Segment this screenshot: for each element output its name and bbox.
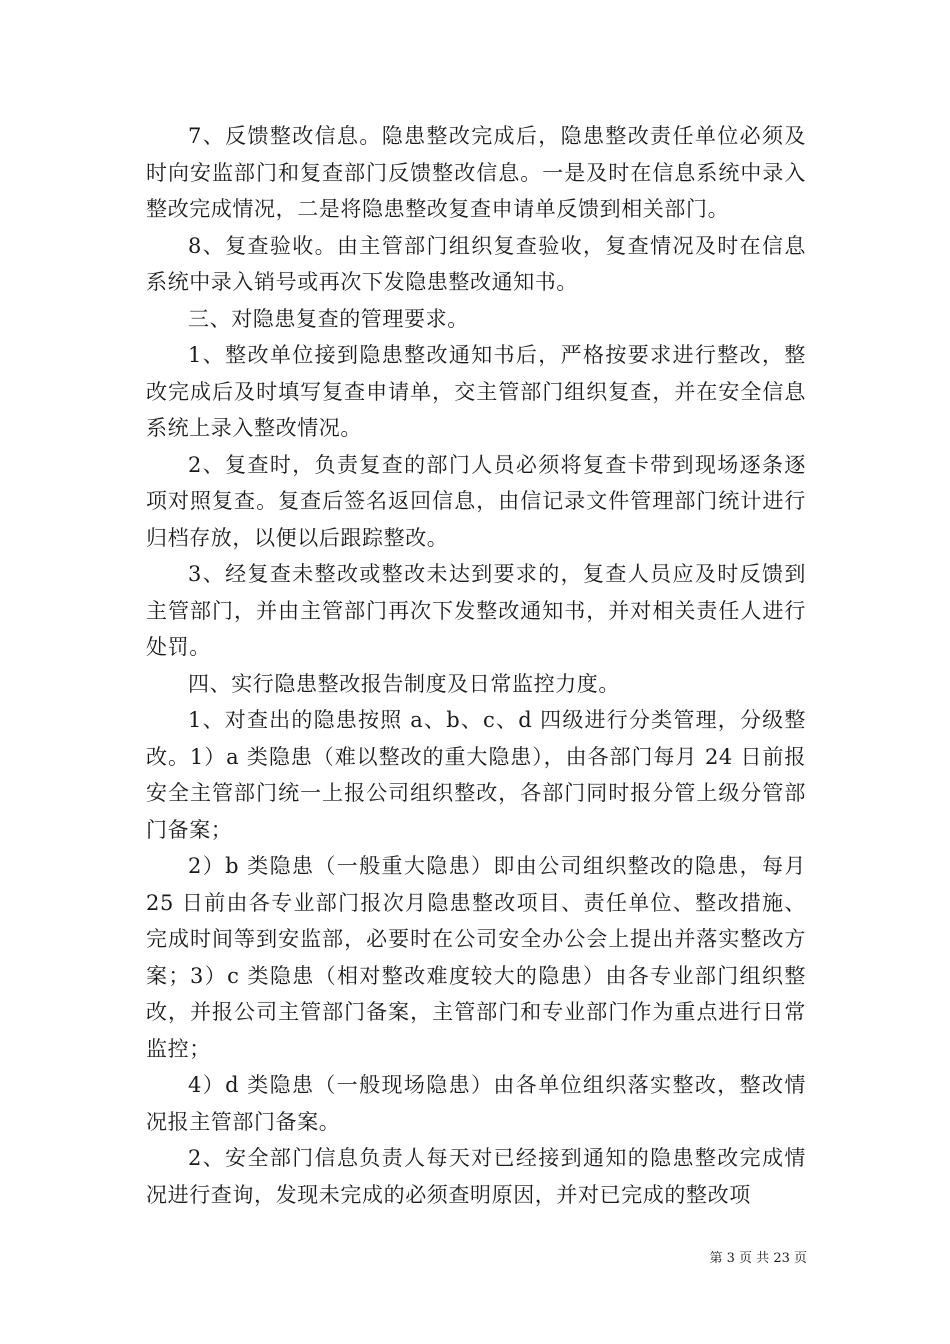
section-heading-reporting-system: 四、实行隐患整改报告制度及日常监控力度。 xyxy=(188,671,620,696)
paragraph-requirement-1: 1、整改单位接到隐患整改通知书后，严格按要求进行整改，整改完成后及时填写复查申请单，交主管部门组织复查，并在安全信息系统上录入整改情况。 xyxy=(146,343,806,440)
paragraph-recheck-acceptance: 8、复查验收。由主管部门组织复查验收，复查情况及时在信息系统中录入销号或再次下发隐患整改通知书。 xyxy=(146,233,806,294)
paragraph-class-d: 4）d 类隐患（一般现场隐患）由各单位组织落实整改，整改情况报主管部门备案。 xyxy=(146,1073,806,1134)
page-number: 第 3 页 共 23 页 xyxy=(709,1251,807,1266)
paragraph-requirement-2: 2、复查时，负责复查的部门人员必须将复查卡带到现场逐条逐项对照复查。复查后签名返回信息，由信记录文件管理部门统计进行归档存放，以便以后跟踪整改。 xyxy=(146,452,806,550)
document-body xyxy=(146,118,806,1213)
paragraph-daily-query: 2、安全部门信息负责人每天对已经接到通知的隐患整改完成情况进行查询，发现未完成的必须查明原因，并对已完成的整改项 xyxy=(146,1146,806,1207)
paragraph-feedback: 7、反馈整改信息。隐患整改完成后，隐患整改责任单位必须及时向安监部门和复查部门反馈整改信息。一是及时在信息系统中录入整改完成情况，二是将隐患整改复查申请单反馈到相关部门。 xyxy=(146,124,806,221)
paragraph-classification: 1、对查出的隐患按照 a、b、c、d 四级进行分类管理，分级整改。1）a 类隐患（难以整改的重大隐患），由各部门每月 24 日前报安全主管部门统一上报公司组织整改，各部门同时报分管上级分管部门备案； xyxy=(146,708,806,842)
section-heading-recheck-requirements: 三、对隐患复查的管理要求。 xyxy=(188,306,469,331)
paragraph-class-b-c: 2）b 类隐患（一般重大隐患）即由公司组织整改的隐患，每月 25 日前由各专业部门报次月隐患整改项目、责任单位、整改措施、完成时间等到安监部，必要时在公司安全办公会上提出并落实整改方案；3）c 类隐患（相对整改难度较大的隐患）由各专业部门组织整改，并报公司主管部门备案，主管部门和专业部门作为重点进行日常监控； xyxy=(146,854,806,1061)
paragraph-requirement-3: 3、经复查未整改或整改未达到要求的，复查人员应及时反馈到主管部门，并由主管部门再次下发整改通知书，并对相关责任人进行处罚。 xyxy=(146,562,806,659)
